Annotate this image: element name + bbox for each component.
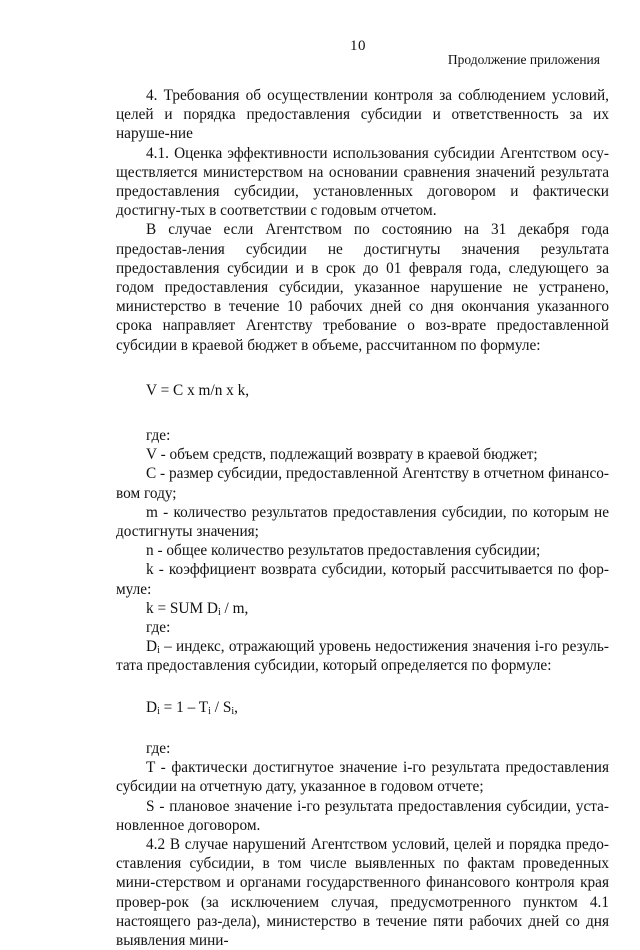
formula-di-b-sub: i: [208, 705, 211, 717]
formula-di-c: / S: [210, 698, 232, 716]
definition-s: S - плановое значение i-го результата предоставления субсидии, уста-новленное договором.: [116, 797, 609, 834]
formula-di-c-sub: i: [231, 705, 235, 717]
definition-di-sub: i: [157, 645, 160, 657]
formula-v: V = C x m/n x k,: [146, 381, 250, 399]
where-label-1: где:: [146, 427, 171, 445]
paragraph-4-2: 4.2 В случае нарушений Агентством условий, целей и порядка предо-ставления субсидии, в том числе выявленных по фактам проведенных мини-стерством и органами государственного финансового контроля края провер-рок (за исключением случая, предусмотренного пунктом 4.1 настоящего раз-дела), министерство в течение пяти рабочих дней со дня выявления мини-: [116, 835, 609, 949]
paragraph-4-1: 4.1. Оценка эффективности использования субсидии Агентством осу-ществляется министерством на основании сравнения значений результата предоставления субсидии, установленных договором и фактически достигну-тых в соответствии с годовым отчетом.: [116, 144, 609, 220]
definition-t: T - фактически достигнутое значение i-го результата предоставления субсидии на отчетную дату, указанное в годовом отчете;: [116, 759, 609, 796]
definition-di-text: – индекс, отражающий уровень недостижения значения i-го резуль-тата предоставления субсидии, который определяется по формуле:: [116, 638, 609, 675]
section-title: 4. Требования об осуществлении контроля за соблюдением условий, целей и порядка предоставления субсидии и ответственность за их наруше-ние: [116, 87, 609, 143]
formula-k-sub: i: [217, 606, 221, 618]
paragraph-case: В случае если Агентством по состоянию на 31 декабря года предостав-ления субсидии не достигнуты значения результата предоставления субсидии и в срок до 01 февраля года, следующего за годом предоставления субсидии, указанное нарушение не устранено, министерство в течение 10 рабочих дней со дня окончания указанного срока направляет Агентству требование о воз-врате предоставленной субсидии в краевой бюджет в объеме, рассчитанном по формуле:: [116, 221, 609, 354]
formula-k-left: k = SUM D: [146, 599, 218, 617]
formula-k-right: / m,: [220, 599, 249, 617]
where-label-3: где:: [146, 739, 171, 757]
definition-c: C - размер субсидии, предоставленной Агентству в отчетном финансо-вом году;: [116, 465, 609, 502]
formula-di-b: = 1 – T: [159, 698, 209, 716]
definition-v: V - объем средств, подлежащий возврату в краевой бюджет;: [146, 446, 538, 464]
definition-m: m - количество результатов предоставления субсидии, по которым не достигнуты значения;: [116, 503, 609, 541]
definition-di: [116, 637, 609, 675]
formula-di-a-sub: i: [157, 705, 160, 717]
definition-n: n - общее количество результатов предоставления субсидии;: [146, 542, 541, 560]
definition-di-symbol: D: [146, 638, 158, 656]
definition-k: k - коэффициент возврата субсидии, который рассчитывается по фор-муле:: [116, 561, 609, 598]
formula-k: [116, 599, 609, 618]
formula-di-a: D: [146, 698, 158, 716]
formula-di-d: ,: [234, 698, 238, 716]
page-number: 10: [350, 38, 366, 54]
formula-di: [116, 698, 609, 717]
document-body: [116, 86, 609, 950]
continuation-note: Продолжение приложения: [447, 52, 600, 67]
where-label-2: где:: [146, 619, 171, 637]
